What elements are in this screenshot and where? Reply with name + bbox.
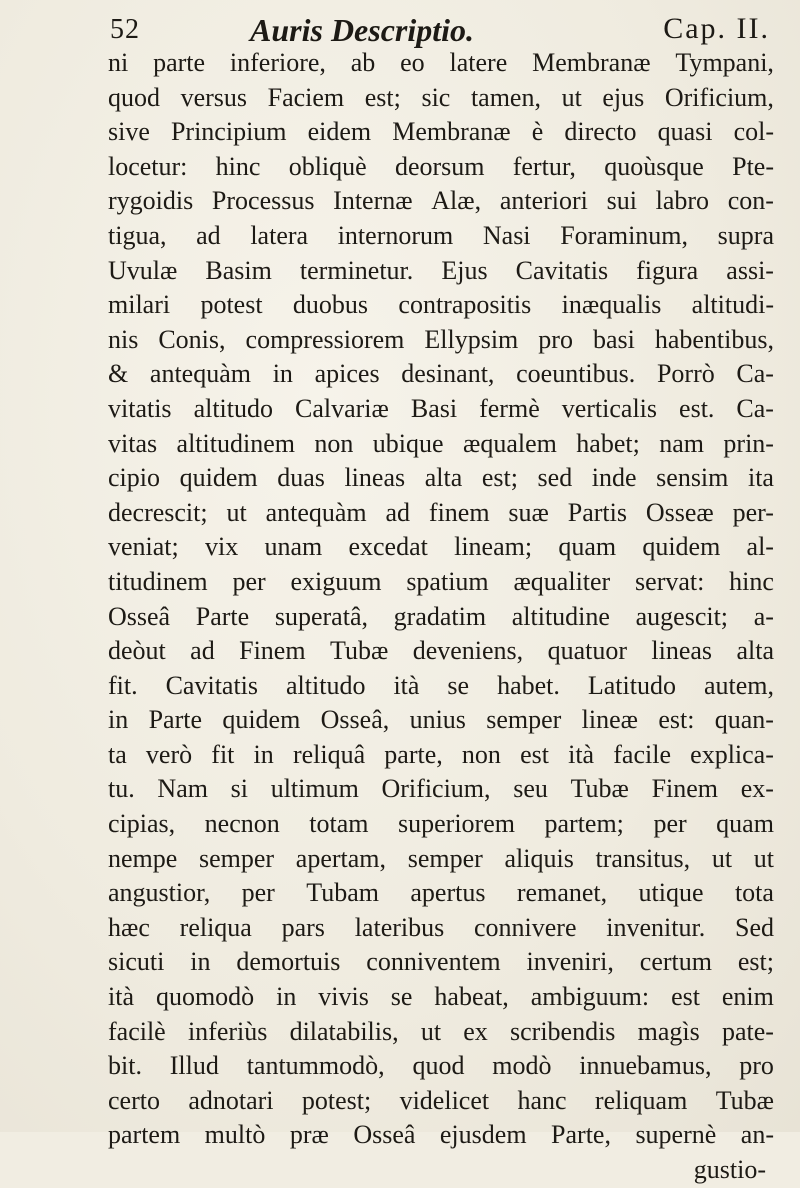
running-title: Auris Descriptio. xyxy=(250,12,475,48)
text-line: tigua, ad latera internorum Nasi Foraminum, supra xyxy=(108,220,774,250)
text-line: rygoidis Processus Internæ Alæ, anteriori sui labro con- xyxy=(108,186,774,216)
text-line: partem multò præ Osseâ ejusdem Parte, supernè an- xyxy=(108,1120,774,1150)
text-line: titudinem per exiguum spatium æqualiter servat: hinc xyxy=(108,566,774,596)
text-line: cipias, necnon totam superiorem partem; per quam xyxy=(108,809,774,839)
text-line: sicuti in demortuis conniventem inveniri, certum est; xyxy=(108,947,774,977)
body-text xyxy=(108,46,774,1188)
text-line: Osseâ Parte superatâ, gradatim altitudine augescit; a- xyxy=(108,601,774,631)
text-line: bit. Illud tantummodò, quod modò innuebamus, pro xyxy=(108,1051,774,1081)
text-line: decrescit; ut antequàm ad finem suæ Partis Osseæ per- xyxy=(108,497,774,527)
text-line: fit. Cavitatis altitudo ità se habet. Latitudo autem, xyxy=(108,670,774,700)
text-line: sive Principium eidem Membranæ è directo quasi col- xyxy=(108,117,774,147)
text-line: angustior, per Tubam apertus remanet, utique tota xyxy=(108,878,774,908)
text-line: cipio quidem duas lineas alta est; sed inde sensim ita xyxy=(108,463,774,493)
text-line: & antequàm in apices desinant, coeuntibus. Porrò Ca- xyxy=(108,359,774,389)
text-line: deòut ad Finem Tubæ deveniens, quatuor lineas alta xyxy=(108,636,774,666)
text-line: facilè inferiùs dilatabilis, ut ex scribendis magìs pate- xyxy=(108,1016,774,1046)
text-line: milari potest duobus contrapositis inæqualis altitudi- xyxy=(108,290,774,320)
text-line: vitas altitudinem non ubique æqualem habet; nam prin- xyxy=(108,428,774,458)
text-line: Uvulæ Basim terminetur. Ejus Cavitatis figura assi- xyxy=(108,255,774,285)
text-line: ni parte inferiore, ab eo latere Membranæ Tympani, xyxy=(108,48,774,77)
text-line: ità quomodò in vivis se habeat, ambiguum: est enim xyxy=(108,982,774,1012)
text-line: ta verò fit in reliquâ parte, non est ità facile explica- xyxy=(108,739,774,769)
text-line: vitatis altitudo Calvariæ Basi fermè verticalis est. Ca- xyxy=(108,393,774,423)
text-line: nis Conis, compressiorem Ellypsim pro basi habentibus, xyxy=(108,324,774,354)
running-head xyxy=(110,10,770,46)
text-line: veniat; vix unam excedat lineam; quam quidem al- xyxy=(108,532,774,562)
text-line: certo adnotari potest; videlicet hanc reliquam Tubæ xyxy=(108,1085,774,1115)
text-line: hæc reliqua pars lateribus connivere invenitur. Sed xyxy=(108,912,774,942)
page-number: 52 xyxy=(110,14,140,45)
text-line: nempe semper apertam, semper aliquis transitus, ut ut xyxy=(108,843,774,873)
text-line: locetur: hinc obliquè deorsum fertur, quoùsque Pte- xyxy=(108,151,774,181)
chapter-reference: Cap. II. xyxy=(663,12,770,45)
catchword: gustio- xyxy=(693,1155,766,1184)
text-line: tu. Nam si ultimum Orificium, seu Tubæ Finem ex- xyxy=(108,774,774,804)
text-line: quod versus Faciem est; sic tamen, ut ejus Orificium, xyxy=(108,82,774,112)
text-line: in Parte quidem Osseâ, unius semper lineæ est: quan- xyxy=(108,705,774,735)
